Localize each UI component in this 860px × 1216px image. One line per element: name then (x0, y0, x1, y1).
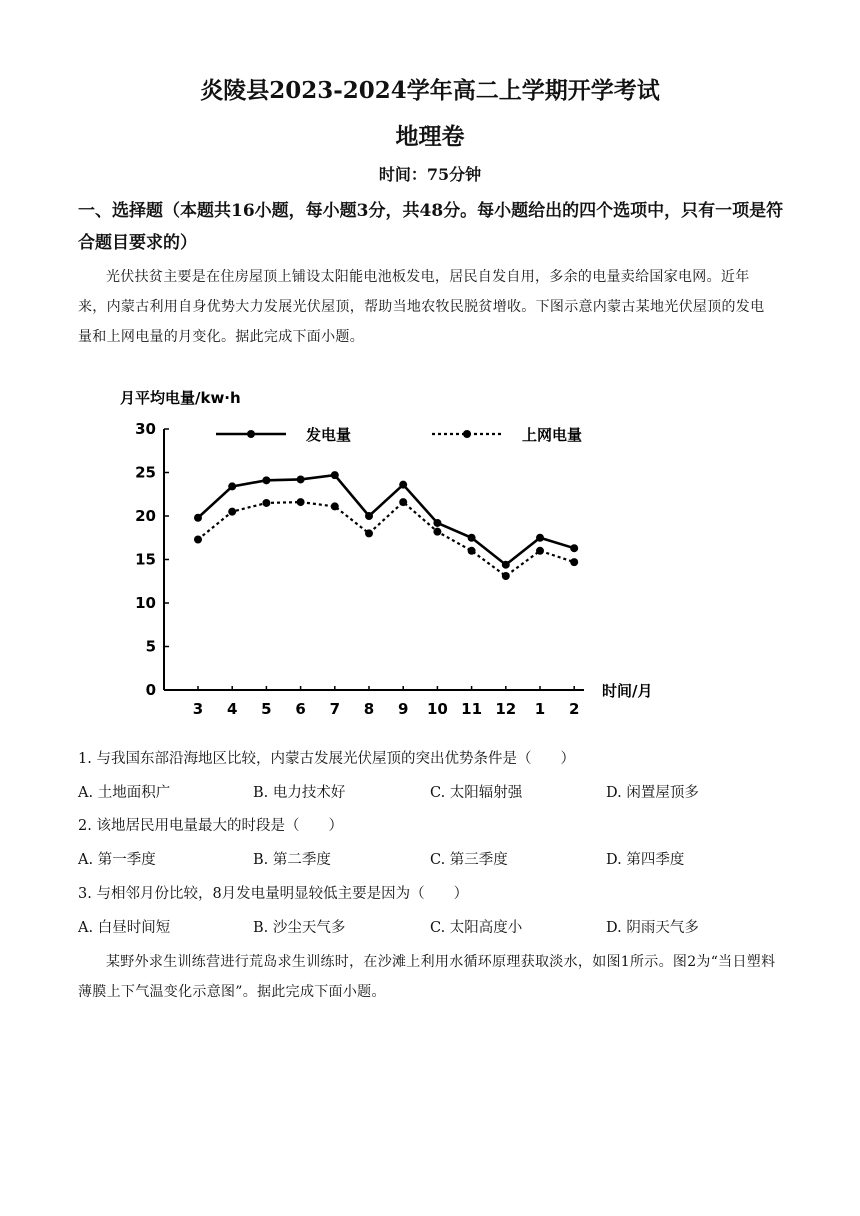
section-heading: 一、选择题（本题共16小题，每小题3分，共48分。每小题给出的四个选项中，只有一项是符合题目要求的） (78, 201, 784, 253)
question-3-option-c: C. 太阳高度小 (430, 920, 523, 936)
question-3-option-a: A. 白昼时间短 (78, 920, 171, 936)
x-tick-label: 10 (426, 700, 448, 718)
y-tick-label: 15 (135, 550, 156, 569)
y-tick-label: 25 (135, 463, 156, 482)
data-point (399, 498, 407, 506)
line-chart (110, 385, 653, 730)
passage-2: 某野外求生训练营进行荒岛求生训练时，在沙滩上利用水循环原理获取淡水，如图1所示。图2为“当日塑料薄膜上下气温变化示意图”。据此完成下面小题。 (78, 954, 776, 1000)
data-point (433, 528, 441, 536)
x-tick-label: 8 (363, 700, 375, 718)
data-point (468, 547, 476, 555)
question-1-option-b: B. 电力技术好 (253, 785, 346, 801)
data-point (194, 514, 202, 522)
question-3-option-b: B. 沙尘天气多 (253, 920, 346, 936)
data-point (536, 547, 544, 555)
data-point (468, 534, 476, 542)
data-point (502, 561, 510, 569)
legend-label-1: 上网电量 (522, 426, 583, 444)
question-1-option-d: D. 闲置屋顶多 (606, 785, 699, 801)
question-2-option-d: D. 第四季度 (606, 852, 685, 868)
legend-label-0: 发电量 (306, 426, 352, 444)
question-3-option-d: D. 阴雨天气多 (606, 920, 699, 936)
x-tick-label: 5 (261, 700, 272, 718)
data-point (194, 535, 202, 543)
exam-title: 炎陵县2023-2024学年高二上学期开学考试 (200, 77, 660, 104)
question-3-stem: 3. 与相邻月份比较，8月发电量明显较低主要是因为（ ） (78, 886, 469, 902)
passage-1: 光伏扶贫主要是在住房屋顶上铺设太阳能电池板发电，居民自发自用，多余的电量卖给国家电网。近年来，内蒙古利用自身优势大力发展光伏屋顶，帮助当地农牧民脱贫增收。下图示意内蒙古某地光伏屋顶的发电量和上网电量的月变化。据此完成下面小题。 (78, 269, 765, 345)
x-tick-label: 12 (495, 700, 517, 718)
series-line-0 (198, 475, 574, 565)
x-tick-label: 1 (534, 700, 546, 718)
x-tick-label: 3 (192, 700, 204, 718)
question-2-option-c: C. 第三季度 (430, 852, 508, 868)
question-1-option-a: A. 土地面积广 (78, 785, 171, 801)
data-point (365, 529, 373, 537)
data-point (331, 471, 339, 479)
x-tick-label: 7 (329, 700, 341, 718)
y-tick-label: 30 (135, 420, 156, 438)
legend-marker-1 (463, 430, 471, 438)
data-point (331, 502, 339, 510)
data-point (262, 476, 270, 484)
y-tick-label: 5 (145, 637, 156, 656)
x-tick-label: 6 (295, 700, 306, 718)
question-2-option-a: A. 第一季度 (78, 852, 156, 868)
exam-subject: 地理卷 (395, 123, 465, 150)
question-2-option-b: B. 第二季度 (253, 852, 331, 868)
data-point (570, 558, 578, 566)
y-axis-label: 月平均电量/kw·h (120, 389, 241, 407)
data-point (228, 482, 236, 490)
data-point (228, 508, 236, 516)
data-point (262, 499, 270, 507)
data-point (570, 544, 578, 552)
data-point (297, 475, 305, 483)
x-tick-label: 11 (461, 700, 483, 718)
y-tick-label: 0 (145, 681, 156, 699)
data-point (433, 519, 441, 527)
data-point (536, 534, 544, 542)
series-line-1 (198, 502, 574, 576)
x-tick-label: 2 (568, 700, 580, 718)
legend-marker-0 (247, 430, 255, 438)
x-tick-label: 4 (226, 700, 238, 718)
data-point (502, 572, 510, 580)
data-point (399, 481, 407, 489)
question-1-option-c: C. 太阳辐射强 (430, 785, 523, 801)
y-tick-label: 20 (135, 507, 156, 525)
question-2-stem: 2. 该地居民用电量最大的时段是（ ） (78, 818, 343, 834)
exam-time: 时间：75分钟 (378, 165, 482, 184)
y-tick-label: 10 (135, 594, 156, 612)
x-axis-label: 时间/月 (602, 682, 653, 700)
question-1-stem: 1. 与我国东部沿海地区比较，内蒙古发展光伏屋顶的突出优势条件是（ ） (78, 751, 575, 767)
x-tick-label: 9 (397, 700, 409, 718)
data-point (365, 512, 373, 520)
data-point (297, 498, 305, 506)
